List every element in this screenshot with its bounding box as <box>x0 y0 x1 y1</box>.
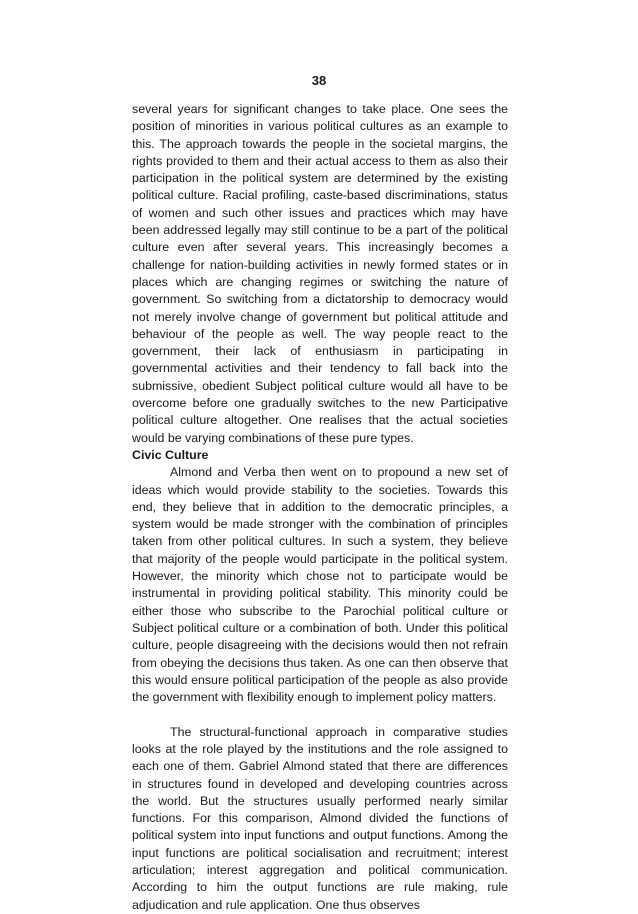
paragraph-political-culture-change: several years for significant changes to take place. One sees the position of minorities in various political cultures as an example to this. The approach towards the people in the societal margins, the rights provided to them and their actual access to them as also their participation in the political system are determined by the existing political culture. Racial profiling, caste-based discriminations, status of women and such other issues and practices which may have been addressed legally may still continue to be a part of the political culture even after several years. This increasingly becomes a challenge for nation-building activities in newly formed states or in places which are changing regimes or switching the nature of government. So switching from a dictatorship to democracy would not merely involve change of government but political attitude and behaviour of the people as well. The way people react to the government, their lack of enthusiasm in participating in governmental activities and their tendency to fall back into the submissive, obedient Subject political culture would all have to be overcome before one gradually switches to the new Participative political culture altogether. One realises that the actual societies would be varying combinations of these pure types. <box>132 102 508 445</box>
body-text <box>132 101 508 914</box>
paragraph-structural-functional: The structural-functional approach in comparative studies looks at the role played by the institutions and the role assigned to each one of them. Gabriel Almond stated that there are differences in structures found in developed and developing countries across the world. But the structures usually performed nearly similar functions. For this comparison, Almond divided the functions of political system into input functions and output functions. Among the input functions are political socialisation and recruitment; interest articulation; interest aggregation and political communication. According to him the output functions are rule making, rule adjudication and rule application. One thus observes <box>132 724 508 912</box>
paragraph-civic-culture: Almond and Verba then went on to propound a new set of ideas which would provide stability to the societies. Towards this end, they believe that in addition to the democratic principles, a system would be made stronger with the combination of principles taken from other political cultures. In such a system, they believe that majority of the people would participate in the political system. However, the minority which chose not to participate would be instrumental in providing political stability. This minority could be either those who subscribe to the Parochial political culture or Subject political culture or a combination of both. Under this political culture, people disagreeing with the decisions would then not refrain from obeying the decisions thus taken. As one can then observe that this would ensure political participation of the people as also provide the government with flexibility enough to implement policy matters. <box>132 465 508 705</box>
section-heading-civic-culture: Civic Culture <box>132 447 209 462</box>
page-number: 38 <box>311 73 327 88</box>
